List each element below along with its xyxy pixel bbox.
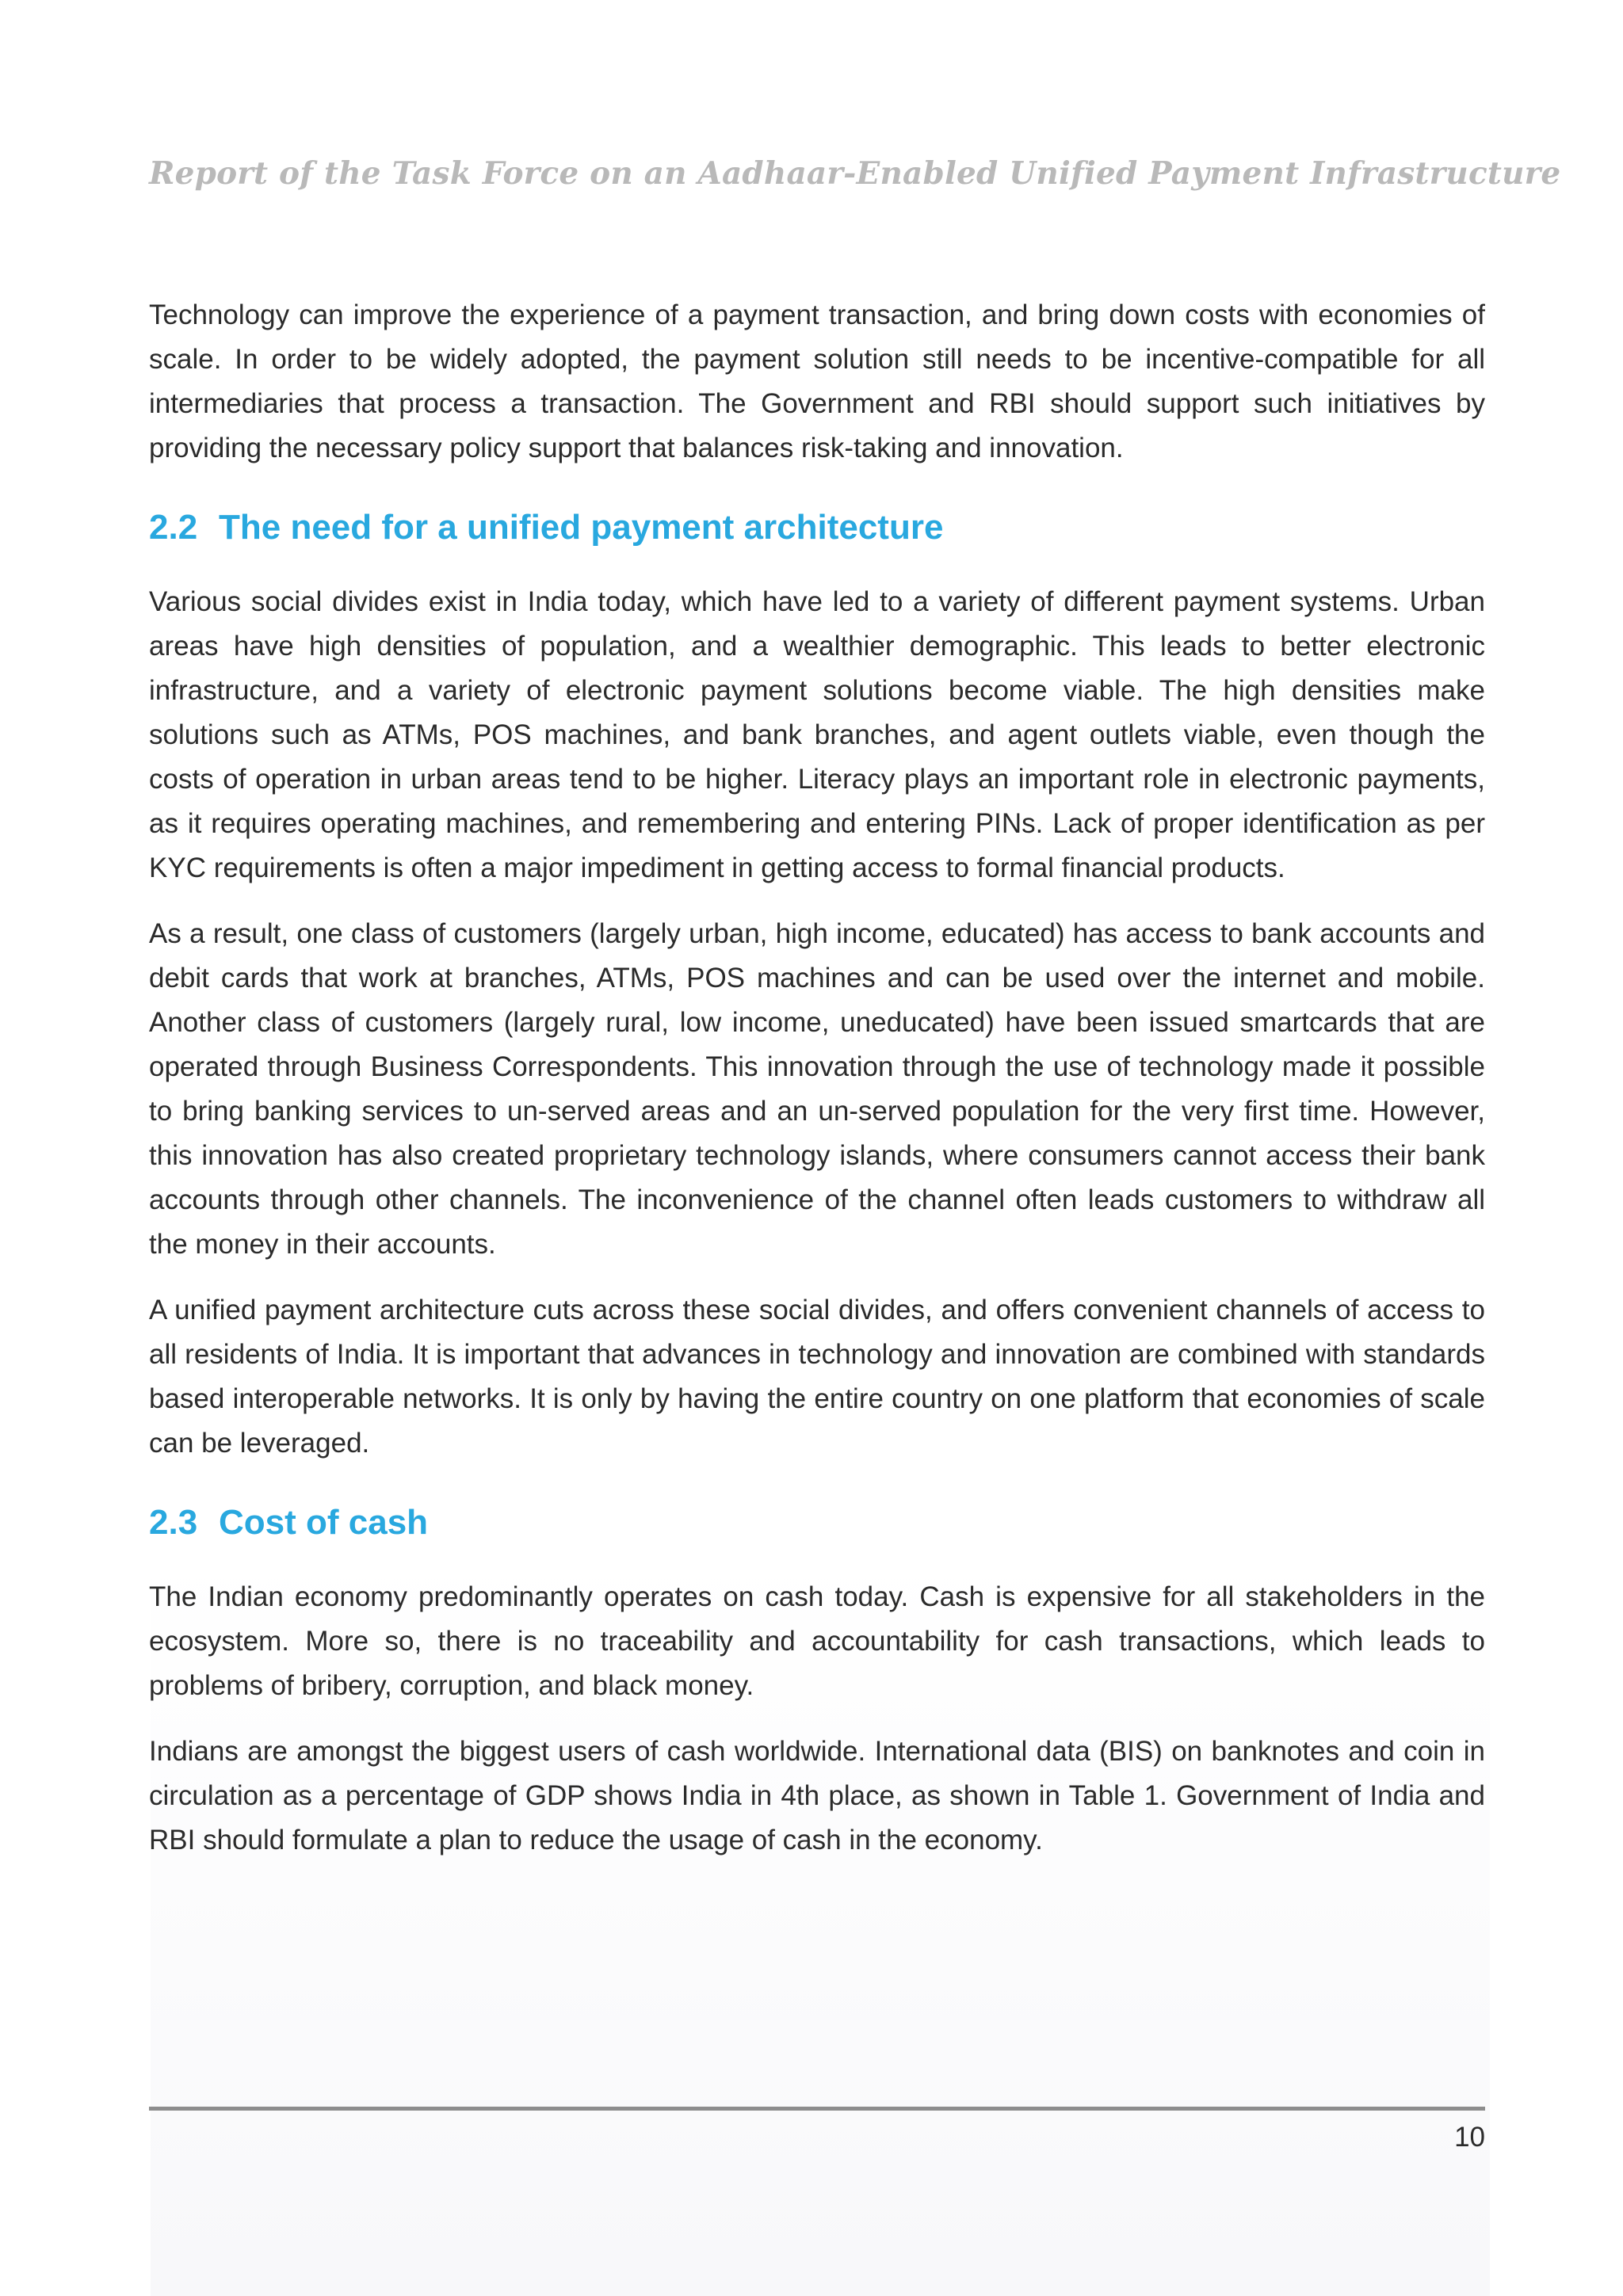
body-paragraph: Various social divides exist in India today, which have led to a variety of different payment systems. Urban areas have high densities of population, and a wealthier demographic. This leads to better electronic infrastructure, and a variety of electronic payment solutions become viable. The high densities make solutions such as ATMs, POS machines, and bank branches, and agent outlets viable, even though the costs of operation in urban areas tend to be higher. Literacy plays an important role in electronic payments, as it requires operating machines, and remembering and entering PINs. Lack of proper identification as per KYC requirements is often a major impediment in getting access to formal financial products. — [149, 586, 1485, 883]
section-heading-2-3 — [149, 1501, 1485, 1545]
intro-paragraph: Technology can improve the experience of a payment transaction, and bring down costs with economies of scale. In order to be widely adopted, the payment solution still needs to be incentive-compatible for all intermediaries that process a transaction. The Government and RBI should support such initiatives by providing the necessary policy support that balances risk-taking and innovation. — [149, 299, 1485, 463]
body-paragraph: Indians are amongst the biggest users of cash worldwide. International data (BIS) on banknotes and coin in circulation as a percentage of GDP shows India in 4th place, as shown in Table 1. Government of India and RBI should formulate a plan to reduce the usage of cash in the economy. — [149, 1736, 1485, 1855]
footer-rule — [149, 2107, 1485, 2111]
section-heading-2-2 — [149, 505, 1485, 550]
section-title: Cost of cash — [219, 1503, 429, 1542]
body-paragraph: As a result, one class of customers (largely urban, high income, educated) has access to bank accounts and debit cards that work at branches, ATMs, POS machines and can be used over the internet and mobile. Another class of customers (largely rural, low income, uneducated) have been issued smartcards that are operated through Business Correspondents. This innovation through the use of technology made it possible to bring banking services to un-served areas and an un-served population for the very first time. However, this innovation has also created proprietary technology islands, where consumers cannot access their bank accounts through other channels. The inconvenience of the channel often leads customers to withdraw all the money in their accounts. — [149, 918, 1485, 1260]
section-number: 2.3 — [149, 1503, 198, 1542]
section-number: 2.2 — [149, 508, 198, 547]
body-paragraph: A unified payment architecture cuts across these social divides, and offers convenient channels of access to all residents of India. It is important that advances in technology and innovation are combined with standards based interoperable networks. It is only by having the entire country on one platform that economies of scale can be leveraged. — [149, 1295, 1485, 1459]
body-paragraph: The Indian economy predominantly operates on cash today. Cash is expensive for all stakeholders in the ecosystem. More so, there is no traceability and accountability for cash transactions, which leads to problems of bribery, corruption, and black money. — [149, 1581, 1485, 1701]
running-header: Report of the Task Force on an Aadhaar-Enabled Unified Payment Infrastructure — [149, 155, 1561, 192]
page-number: 10 — [1454, 2122, 1485, 2153]
document-body — [149, 293, 1485, 1884]
section-title: The need for a unified payment architecture — [219, 508, 944, 547]
